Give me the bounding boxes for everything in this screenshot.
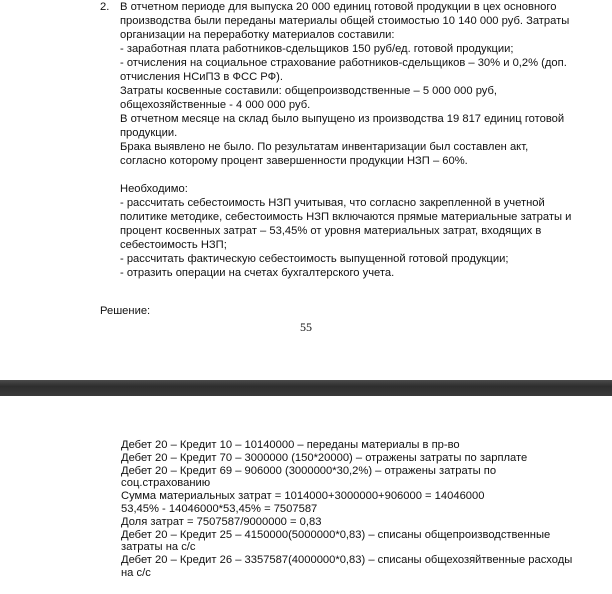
task-line: Затраты косвенные составили: общепроизводственные – 5 000 000 руб, <box>120 85 498 97</box>
task-line: производства были переданы материалы общей стоимостью 10 140 000 руб. Затраты <box>120 15 570 27</box>
solution-line: 53,45% - 14046000*53,45% = 7507587 <box>121 502 318 515</box>
task-line: продукции. <box>120 127 178 139</box>
solution-text <box>121 439 591 580</box>
page-number: 55 <box>300 320 312 334</box>
required-line: - рассчитать фактическую себестоимость выпущенной готовой продукции; <box>120 253 509 265</box>
solution-line: Доля затрат = 7507587/9000000 = 0,83 <box>121 515 322 528</box>
solution-line: на с/с <box>121 566 151 579</box>
required-heading: Необходимо: <box>120 183 188 195</box>
task-line: Брака выявлено не было. По результатам инвентаризации был составлен акт, <box>120 141 529 153</box>
solution-line: Дебет 20 – Кредит 25 – 4150000(5000000*0,83) – списаны общепроизводственные <box>121 528 551 541</box>
solution-line: затраты на с/с <box>121 541 196 554</box>
solution-line: соц.страхованию <box>121 477 211 490</box>
task-text <box>120 0 580 280</box>
required-line: - рассчитать себестоимость НЗП учитывая, что согласно закрепленной в учетной <box>120 197 545 209</box>
page-divider <box>0 380 612 396</box>
task-line: - отчисления на социальное страхование работников-сдельщиков – 30% и 0,2% (доп. <box>120 57 567 69</box>
task-line: - заработная плата работников-сдельщиков 150 руб/ед. готовой продукции; <box>120 43 514 55</box>
required-line: политике методике, себестоимость НЗП включаются прямые материальные затраты и <box>120 211 572 223</box>
required-line: - отразить операции на счетах бухгалтерского учета. <box>120 267 395 279</box>
task-line: отчисления НСиПЗ в ФСС РФ). <box>120 71 283 83</box>
task-number: 2. <box>100 1 110 13</box>
task-line: В отчетном месяце на склад было выпущено из производства 19 817 единиц готовой <box>120 113 565 125</box>
task-line: В отчетном периоде для выпуска 20 000 единиц готовой продукции в цех основного <box>120 1 557 13</box>
solution-line: Дебет 20 – Кредит 26 – 3357587(4000000*0,83) – списаны общехозяйтвенные расходы <box>121 554 573 567</box>
required-line: процент косвенных затрат – 53,45% от уровня материальных затрат, входящих в <box>120 225 542 237</box>
solution-line: Дебет 20 – Кредит 69 – 906000 (3000000*30,2%) – отражены затраты по <box>121 464 497 477</box>
solution-line: Дебет 20 – Кредит 70 – 3000000 (150*20000) – отражены затраты по зарплате <box>121 451 528 464</box>
task-line: согласно которому процент завершенности продукции НЗП – 60%. <box>120 155 468 167</box>
task-line: общехозяйственные - 4 000 000 руб. <box>120 99 311 111</box>
solution-line: Сумма материальных затрат = 1014000+3000000+906000 = 14046000 <box>121 490 485 503</box>
solution-label: Решение: <box>100 305 151 317</box>
task-line: организации на переработку материалов составили: <box>120 29 395 41</box>
solution-line: Дебет 20 – Кредит 10 – 10140000 – переданы материалы в пр-во <box>121 439 460 451</box>
required-line: себестоимость НЗП; <box>120 239 227 251</box>
